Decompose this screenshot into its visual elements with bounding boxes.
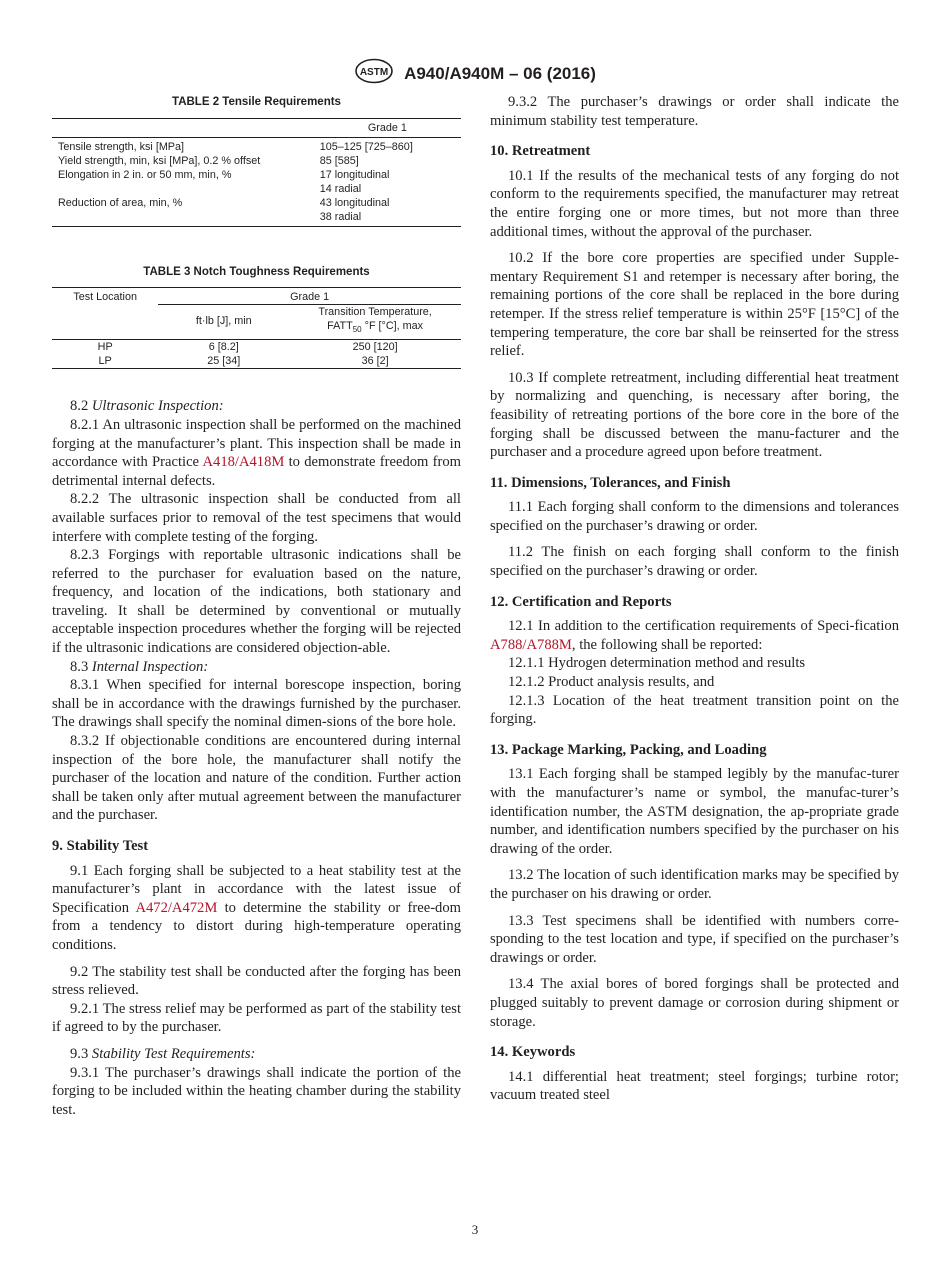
section-heading-11: 11. Dimensions, Tolerances, and Finish (490, 474, 731, 491)
table3-header-grade: Grade 1 (158, 288, 461, 305)
para-14-1: 14.1 differential heat treatment; steel forgings; turbine rotor; vacuum treated steel (490, 1068, 899, 1104)
table-row (52, 340, 461, 355)
table2-value: 38 radial (314, 210, 461, 227)
para-9-2-1: 9.2.1 The stress relief may be performed as part of the stability test if agreed to by the purchaser. (52, 1000, 461, 1036)
para-8-3-title: Internal Inspection: (91, 658, 209, 675)
para-8-2-2: 8.2.2 The ultrasonic inspection shall be conducted from all available surfaces prior to removal of the test specimens that would interfere with complete testing of the forging. (52, 491, 461, 545)
table2-value: 14 radial (319, 182, 362, 195)
section-heading-10: 10. Retreatment (490, 143, 591, 160)
para-10-1: 10.1 If the results of the mechanical tests of any forging do not conform to the requirements specified, the manufacturer may retreat the entire forging one or more times, but not more than three additional times, without the approval of the purchaser. (490, 167, 899, 240)
para-9-3-1: 9.3.1 The purchaser’s drawings shall indicate the portion of the forging to be included within the heating chamber during the stability test. (52, 1064, 461, 1118)
section-heading-14: 14. Keywords (490, 1044, 576, 1061)
table2-col-header: Grade 1 (314, 118, 461, 137)
table2-value: 105–125 [725–860] (319, 140, 413, 153)
table3-header-location: Test Location (52, 288, 158, 305)
table3-header-ftlb: ft·lb [J], min (158, 305, 289, 340)
link-a788[interactable]: A788/A788M (490, 636, 572, 653)
table2-tensile-requirements (52, 118, 461, 227)
para-8-2-title: Ultrasonic Inspection: (91, 398, 224, 415)
table2-value: 17 longitudinal (319, 168, 390, 181)
para-9-3-2: 9.3.2 The purchaser’s drawings or order shall indicate the minimum stability test temperature. (490, 94, 899, 129)
document-designation: A940/A940M – 06 (2016) (404, 63, 596, 83)
page-number: 3 (471, 1222, 479, 1237)
para-11-1: 11.1 Each forging shall conform to the dimensions and tolerances specified on the purchaser’s drawing or order. (490, 499, 899, 534)
table3-location: LP (52, 354, 158, 369)
para-10-2: 10.2 If the bore core properties are specified under Supple-mentary Requirement S1 and retemper is necessary after boring, the remaining portions of the core shall be replaced in the bore during retemper. If the stress relief temperature is within 25°F [15°C] of the tempering temperature, the core bar shall be reinserted for the stress relief. (490, 250, 899, 360)
para-11-2: 11.2 The finish on each forging shall conform to the finish specified on the purchaser’s drawing or order. (490, 544, 899, 580)
left-column (52, 93, 461, 1119)
table2-label: Yield strength, min, ksi [MPa], 0.2 % offset (58, 154, 261, 167)
table2-label (52, 210, 314, 227)
table3-location: HP (97, 341, 113, 354)
section-heading-12: 12. Certification and Reports (490, 593, 672, 610)
table-row (52, 196, 461, 210)
table3-transition: 36 [2] (289, 354, 461, 369)
para-9-3: 9.3 Stability Test Requirements: (70, 1045, 256, 1062)
para-8-2: 8.2 Ultrasonic Inspection: (70, 398, 224, 415)
para-8-3-2: 8.3.2 If objectionable conditions are encountered during internal inspection of the bore hole, the manufacturer shall notify the purchaser of the location and nature of the condition. Further action shall be taken only after mutual agreement between the manufacturer and the purchaser. (52, 733, 461, 824)
table-row (52, 182, 461, 196)
para-12-1-3: 12.1.3 Location of the heat treatment transition point on the forging. (490, 692, 899, 728)
astm-logo-icon (354, 58, 394, 89)
astm-logo-text: ASTM (359, 67, 389, 78)
table-row (52, 154, 461, 168)
table2-label: Elongation in 2 in. or 50 mm, min, % (58, 168, 232, 181)
link-a418[interactable]: A418/A418M (202, 454, 285, 471)
table2-label: Reduction of area, min, % (58, 196, 183, 209)
table-row (52, 137, 461, 154)
section-heading-13: 13. Package Marking, Packing, and Loading (490, 741, 767, 758)
para-8-2-1: 8.2.1 An ultrasonic inspection shall be performed on the machined forging at the manufacturer’s plant. This inspection shall be made in accordance with Practice A418/A418M to demonstrate freedom from detrimental internal defects. (52, 416, 461, 489)
table-row (52, 210, 461, 227)
para-9-1: 9.1 Each forging shall be subjected to a heat stability test at the manufacturer’s plant in accordance with the latest issue of Specification A472/A472M to determine the stability or free-dom from a tendency to distort during high-temperature operating conditions. (52, 862, 461, 953)
table2-label: Tensile strength, ksi [MPa] (58, 140, 185, 153)
page-header (0, 58, 950, 89)
table2-caption: TABLE 2 Tensile Requirements (172, 96, 341, 108)
table3-header-transition-line2: °F [°C], max (361, 320, 424, 333)
table-row (52, 354, 461, 369)
section-heading-9: 9. Stability Test (52, 838, 149, 854)
table-row (52, 168, 461, 182)
link-a472[interactable]: A472/A472M (135, 899, 218, 916)
para-8-2-3: 8.2.3 Forgings with reportable ultrasonic indications shall be referred to the purchaser for evaluation based on the nature, frequency, and location of the indications, both stationary and traveling. It shall be determined by conventional or mutually acceptable inspection procedures whether the forging will be rejected if the ultrasonic indications are considered objection-able. (52, 547, 461, 657)
para-12-1-1: 12.1.1 Hydrogen determination method and results (508, 655, 806, 672)
para-13-2: 13.2 The location of such identification marks may be specified by the purchaser on his drawing or order. (490, 867, 899, 902)
para-12-1: 12.1 In addition to the certification requirements of Speci-fication A788/A788M, the following shall be reported: (490, 618, 899, 653)
table2-value: 43 longitudinal (319, 196, 390, 209)
table3-header-transition-line1: Transition Temperature, (318, 306, 432, 319)
para-13-1: 13.1 Each forging shall be stamped legibly by the manufac-turer with the manufacturer’s name or symbol, the manufac-turer’s identification number, the ASTM designation, the ap-propriate grade number, and identification numbers specified by the purchaser on his drawing of the order. (490, 766, 899, 857)
table2-value: 85 [585] (319, 154, 359, 167)
table3-header-transition (289, 305, 461, 340)
table3-header-fatt-sub: 50 (352, 325, 362, 335)
para-10-3: 10.3 If complete retreatment, including differential heat treatment by normalizing and quenching, is necessary after boring, the feasibility of retreating portions of the bore core in the bore of the forging shall be discussed between the manu-facturer and the purchaser and a procedure agreed upon before treatment. (490, 369, 899, 461)
para-13-4: 13.4 The axial bores of bored forgings shall be protected and plugged suitably to prevent damage or corrosion during shipment or storage. (490, 976, 899, 1030)
para-9-2: 9.2 The stability test shall be conducted after the forging has been stress relieved. (52, 963, 461, 999)
table3-notch-toughness (52, 287, 461, 369)
para-13-3: 13.3 Test specimens shall be identified with numbers corre-sponding to the test location and type, if specified on the purchaser’s drawings or order. (490, 912, 899, 966)
table3-transition: 250 [120] (352, 341, 398, 354)
para-9-3-title: Stability Test Requirements: (91, 1045, 256, 1062)
table3-ftlb: 6 [8.2] (208, 341, 239, 354)
para-8-3-1: 8.3.1 When specified for internal borescope inspection, boring shall be in accordance with the drawings furnished by the purchaser. The drawings shall specify the nominal dimen-sions of the bore hole. (52, 677, 461, 731)
para-12-1-2: 12.1.2 Product analysis results, and (508, 674, 715, 691)
para-8-3: 8.3 Internal Inspection: (70, 658, 209, 675)
table3-caption: TABLE 3 Notch Toughness Requirements (143, 265, 370, 278)
table2-label (52, 182, 314, 196)
table3-ftlb: 25 [34] (158, 354, 289, 369)
right-column (490, 93, 899, 1105)
table3-header-fatt: FATT (327, 320, 353, 333)
